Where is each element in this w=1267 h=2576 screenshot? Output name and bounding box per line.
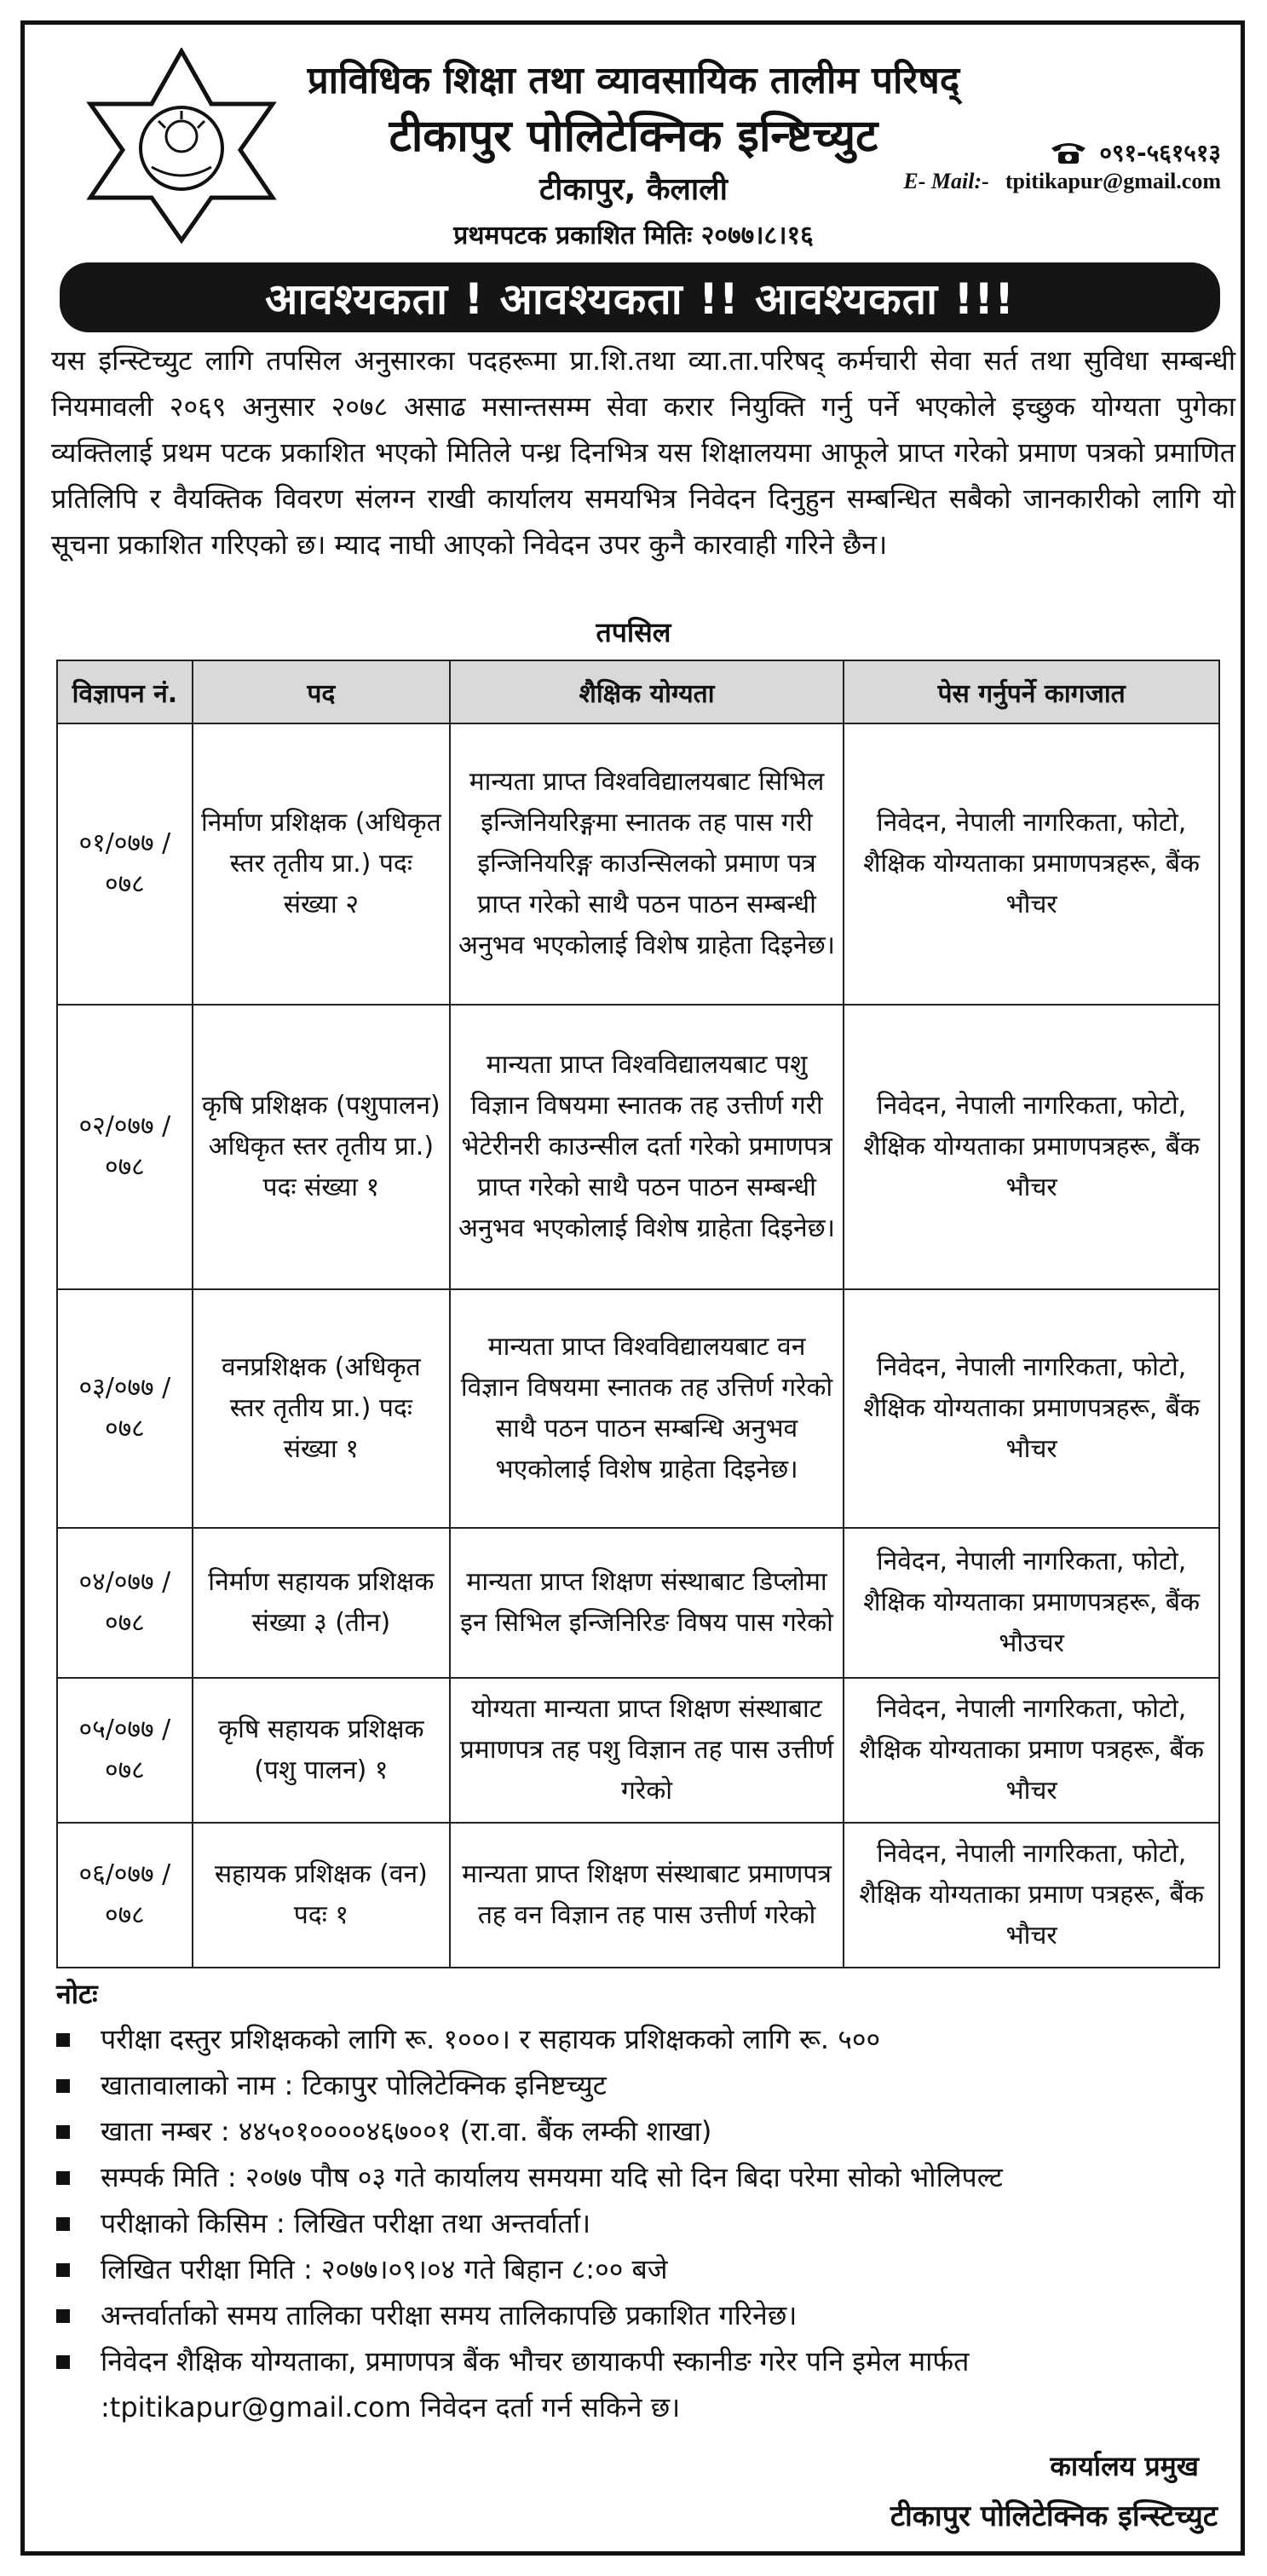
cell-ad-no: ०५/०७७ /०७८ [57, 1678, 193, 1823]
intro-paragraph: यस इन्स्टिच्युट लागि तपसिल अनुसारका पदहरूमा प्रा.शि.तथा व्या.ता.परिषद् कर्मचारी सेवा सर्त तथा सुविधा सम्बन्धी नियमावली २०६९ अनुसार २०७८ असाढ मसान्तसम्म सेवा करार नियुक्ति गर्नु पर्ने भएकोले इच्छुक योग्यता पुगेका व्यक्तिलाई प्रथम पटक प्रकाशित भएको मितिले पन्ध्र दिनभित्र यस शिक्षालयमा आफूले प्राप्त गरेको प्रमाण पत्रको प्रमाणित प्रतिलिपि र वैयक्तिक विवरण संलग्न राखी कार्यालय समयभित्र निवेदन दिनुहुन सम्बन्धित सबैको जानकारीको लागि यो सूचना प्रकाशित गरिएको छ। म्याद नाघी आएको निवेदन उपर कुनै कारवाही गरिने छैन। [51, 344, 1235, 561]
col-documents: पेस गर्नुपर्ने कागजात [844, 660, 1219, 723]
cell-qualification: मान्यता प्राप्त विश्वविद्यालयबाट पशु विज्ञान विषयमा स्नातक तह उत्तीर्ण गरी भेटेरीनरी काउन्सील दर्ता गरेको प्रमाणपत्र प्राप्त गरेको साथै पठन पाठन सम्बन्धी अनुभव भएकोलाई विशेष ग्राहेता दिइनेछ। [450, 1005, 844, 1289]
note-text: परीक्षाको किसिम : लिखित परीक्षा तथा अन्तर्वार्ता। [101, 2207, 591, 2239]
telephone-icon [1050, 140, 1087, 165]
table-row [57, 1678, 1219, 1823]
cell-post: निर्माण सहायक प्रशिक्षक संख्या ३ (तीन) [193, 1528, 450, 1678]
note-text: सम्पर्क मिति : २०७७ पौष ०३ गते कार्यालय समयमा यदि सो दिन बिदा परेमा सोको भोलिपल्ट [101, 2161, 1003, 2193]
note-text: खाता नम्बर : ४४५०१००००४६७००१ (रा.वा. बैंक लम्की शाखा) [101, 2115, 712, 2147]
col-post: पद [193, 660, 450, 723]
cell-documents: निवेदन, नेपाली नागरिकता, फोटो, शैक्षिक योग्यताका प्रमाणपत्रहरू, बैंक भौचर [844, 1289, 1219, 1528]
table-row [57, 723, 1219, 1005]
square-bullet-icon [56, 2079, 70, 2093]
table-row [57, 1005, 1219, 1289]
email-label: E- Mail:- [903, 169, 989, 193]
note-text: खातावालाको नाम : टिकापुर पोलिटेक्निक इनिष्टच्युट [101, 2069, 607, 2101]
cell-qualification: मान्यता प्राप्त विश्वविद्यालयबाट सिभिल इन्जिनियरिङ्गमा स्नातक तह पास गरी इन्जिनियरिङ्ग काउन्सिलको प्रमाण पत्र प्राप्त गरेको साथै पठन पाठन सम्बन्धी अनुभव भएकोलाई विशेष ग्राहेता दिइनेछ। [450, 723, 844, 1005]
details-heading: तपसिल [596, 616, 671, 648]
cell-qualification: मान्यता प्राप्त शिक्षण संस्थाबाट प्रमाणपत्र तह वन विज्ञान तह पास उत्तीर्ण गरेको [450, 1823, 844, 1968]
cell-qualification: मान्यता प्राप्त शिक्षण संस्थाबाट डिप्लोमा इन सिभिल इन्जिनिरिङ विषय पास गरेको [450, 1528, 844, 1678]
council-name: प्राविधिक शिक्षा तथा व्यावसायिक तालीम परिषद् [307, 59, 960, 102]
institute-name: टीकापुर पोलिटेक्निक इन्ष्टिच्युट [389, 111, 878, 162]
notes-heading: नोटः [56, 1978, 98, 2010]
cell-documents: निवेदन, नेपाली नागरिकता, फोटो, शैक्षिक योग्यताका प्रमाण पत्रहरू, बैंक भौचर [844, 1678, 1219, 1823]
institute-location: टीकापुर, कैलाली [539, 172, 728, 207]
square-bullet-icon [56, 2033, 70, 2047]
cell-post: वनप्रशिक्षक (अधिकृत स्तर तृतीय प्रा.) पदः संख्या १ [193, 1289, 450, 1528]
table-row [57, 1528, 1219, 1678]
notes-list [56, 2016, 1232, 2430]
note-text: निवेदन शैक्षिक योग्यताका, प्रमाणपत्र बैंक भौचर छायाकपी स्कानीङ गरेर पनि इमेल मार्फत :tpitikapur@gmail.com निवेदन दर्ता गर्न सकिने छ। [101, 2345, 970, 2423]
cell-documents: निवेदन, नेपाली नागरिकता, फोटो, शैक्षिक योग्यताका प्रमाणपत्रहरू, बैंक भौचर [844, 1005, 1219, 1289]
cell-post: कृषि प्रशिक्षक (पशुपालन) अधिकृत स्तर तृतीय प्रा.) पदः संख्या १ [193, 1005, 450, 1289]
square-bullet-icon [56, 2125, 70, 2139]
square-bullet-icon [56, 2355, 70, 2369]
col-qualification: शैक्षिक योग्यता [450, 660, 844, 723]
list-item [56, 2154, 1232, 2200]
list-item [56, 2016, 1232, 2062]
cell-qualification: मान्यता प्राप्त विश्वविद्यालयबाट वन विज्ञान विषयमा स्नातक तह उत्तिर्ण गरेको साथै पठन पाठन सम्बन्धि अनुभव भएकोलाई विशेष ग्राहेता दिइनेछ। [450, 1289, 844, 1528]
list-item [56, 2108, 1232, 2154]
cell-post: निर्माण प्रशिक्षक (अधिकृत स्तर तृतीय प्रा.) पदः संख्या २ [193, 723, 450, 1005]
email-address[interactable]: tpitikapur@gmail.com [1005, 169, 1221, 193]
cell-documents: निवेदन, नेपाली नागरिकता, फोटो, शैक्षिक योग्यताका प्रमाणपत्रहरू, बैंक भौउचर [844, 1528, 1219, 1678]
square-bullet-icon [56, 2263, 70, 2277]
square-bullet-icon [56, 2171, 70, 2185]
vacancy-banner: आवश्यकता ! आवश्यकता !! आवश्यकता !!! [60, 262, 1220, 332]
list-item [56, 2246, 1232, 2292]
phone-number: ०९१-५६१५१३ [1099, 139, 1221, 167]
cell-ad-no: ०१/०७७ /०७८ [57, 723, 193, 1005]
table-header-row [57, 660, 1219, 723]
square-bullet-icon [56, 2309, 70, 2323]
cell-post: सहायक प्रशिक्षक (वन) पदः १ [193, 1823, 450, 1968]
signature-institute: टीकापुर पोलिटेक्निक इन्स्टिच्युट [890, 2499, 1218, 2533]
cell-ad-no: ०३/०७७ /०७८ [57, 1289, 193, 1528]
square-bullet-icon [56, 2217, 70, 2231]
list-item [56, 2292, 1232, 2338]
cell-documents: निवेदन, नेपाली नागरिकता, फोटो, शैक्षिक योग्यताका प्रमाण पत्रहरू, बैंक भौचर [844, 1823, 1219, 1968]
cell-post: कृषि सहायक प्रशिक्षक (पशु पालन) १ [193, 1678, 450, 1823]
cell-qualification: योग्यता मान्यता प्राप्त शिक्षण संस्थाबाट प्रमाणपत्र तह पशु विज्ञान तह पास उत्तीर्ण गरेको [450, 1678, 844, 1823]
table-row [57, 1823, 1219, 1968]
note-text: परीक्षा दस्तुर प्रशिक्षकको लागि रू. १०००। र सहायक प्रशिक्षकको लागि रू. ५०० [101, 2023, 881, 2055]
vacancy-table [56, 660, 1220, 1968]
cell-documents: निवेदन, नेपाली नागरिकता, फोटो, शैक्षिक योग्यताका प्रमाणपत्रहरू, बैंक भौचर [844, 723, 1219, 1005]
list-item [56, 2338, 1232, 2430]
table-row [57, 1289, 1219, 1528]
phone-contact [1050, 136, 1221, 169]
note-text: लिखित परीक्षा मिति : २०७७।०९।०४ गते बिहान ८:०० बजे [101, 2253, 668, 2285]
note-text: अन्तर्वार्ताको समय तालिका परीक्षा समय तालिकापछि प्रकाशित गरिनेछ। [101, 2299, 798, 2331]
signature-title: कार्यालय प्रमुख [1050, 2450, 1199, 2482]
list-item [56, 2062, 1232, 2108]
col-ad-no: विज्ञापन नं. [57, 660, 193, 723]
cell-ad-no: ०४/०७७ /०७८ [57, 1528, 193, 1678]
first-published-date: प्रथमपटक प्रकाशित मितिः २०७७।८।१६ [453, 221, 814, 251]
list-item [56, 2200, 1232, 2246]
cell-ad-no: ०२/०७७ /०७८ [57, 1005, 193, 1289]
email-contact [903, 169, 1221, 194]
cell-ad-no: ०६/०७७ /०७८ [57, 1823, 193, 1968]
